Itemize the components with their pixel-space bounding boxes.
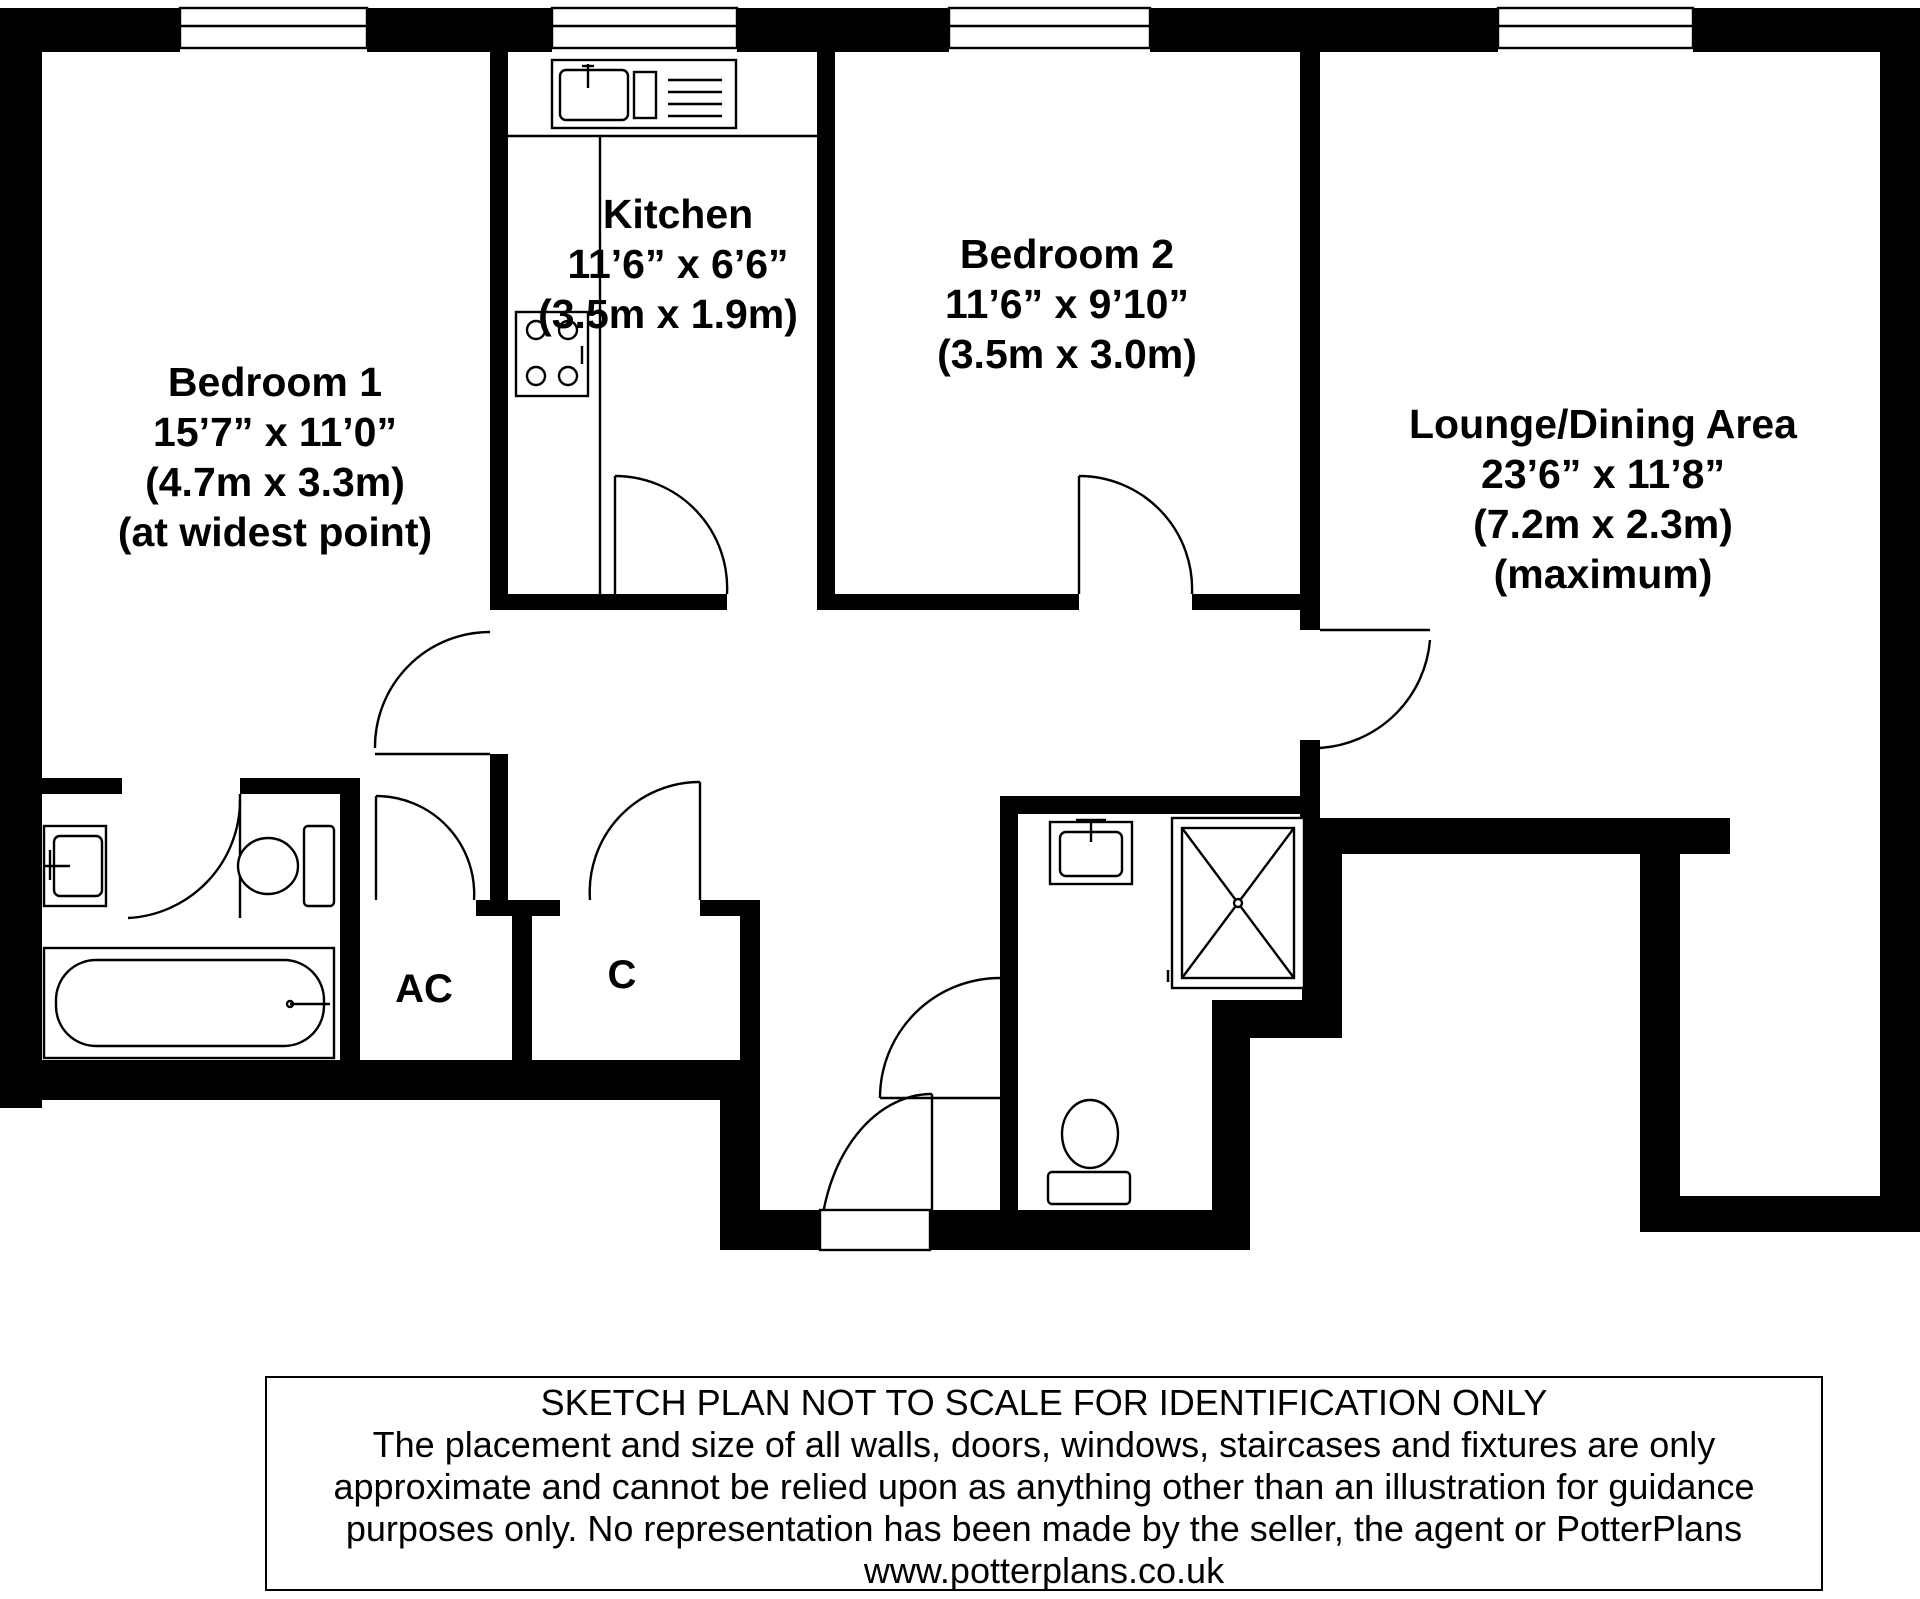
airing-cupboard-label: AC (395, 967, 453, 1011)
walls (0, 8, 1920, 1250)
room-label-bedroom2 (937, 231, 1197, 377)
disclaimer-heading: SKETCH PLAN NOT TO SCALE FOR IDENTIFICATION ONLY (540, 1382, 1548, 1423)
bedroom1-note: (at widest point) (117, 509, 433, 555)
shower-room-toilet-icon (1048, 1100, 1130, 1204)
bedroom1-imperial: 15’7” x 11’0” (153, 409, 397, 455)
disclaimer-box (265, 1376, 1823, 1591)
lounge-metric: (7.2m x 2.3m) (1473, 501, 1733, 547)
kitchen-sink-icon (552, 60, 736, 128)
shower-tray-icon (1168, 818, 1304, 988)
kitchen-imperial: 11’6” x 6’6” (567, 241, 789, 287)
room-label-kitchen (538, 191, 798, 337)
lounge-imperial: 23’6” x 11’8” (1481, 451, 1725, 497)
room-label-lounge (1409, 401, 1798, 597)
window-bedroom1 (180, 8, 367, 48)
disclaimer-text-line: approximate and cannot be relied upon as anything other than an illustration for guidance (333, 1466, 1755, 1507)
disclaimer-text-line: purposes only. No representation has been made by the seller, the agent or PotterPlans (345, 1508, 1743, 1549)
bedroom2-imperial: 11’6” x 9’10” (945, 281, 1189, 327)
bedroom2-metric: (3.5m x 3.0m) (937, 331, 1197, 377)
bedroom2-name: Bedroom 2 (959, 231, 1175, 277)
cupboard-label: C (607, 953, 637, 997)
kitchen-name: Kitchen (602, 191, 754, 237)
bathroom-basin-icon (44, 826, 106, 906)
window-lounge (1498, 8, 1693, 48)
bath-icon (44, 948, 334, 1058)
lounge-name: Lounge/Dining Area (1409, 401, 1797, 447)
disclaimer-website: www.potterplans.co.uk (863, 1550, 1225, 1591)
kitchen-metric: (3.5m x 1.9m) (538, 291, 798, 337)
lounge-note: (maximum) (1493, 551, 1713, 597)
bedroom1-name: Bedroom 1 (167, 359, 383, 405)
bathroom-toilet-icon (238, 826, 334, 906)
bedroom1-metric: (4.7m x 3.3m) (145, 459, 405, 505)
disclaimer-text-line: The placement and size of all walls, doors, windows, staircases and fixtures are only (372, 1424, 1716, 1465)
window-bedroom2 (949, 8, 1150, 48)
shower-room-basin-icon (1050, 820, 1132, 884)
window-kitchen (552, 8, 737, 48)
room-label-bedroom1 (118, 359, 432, 555)
